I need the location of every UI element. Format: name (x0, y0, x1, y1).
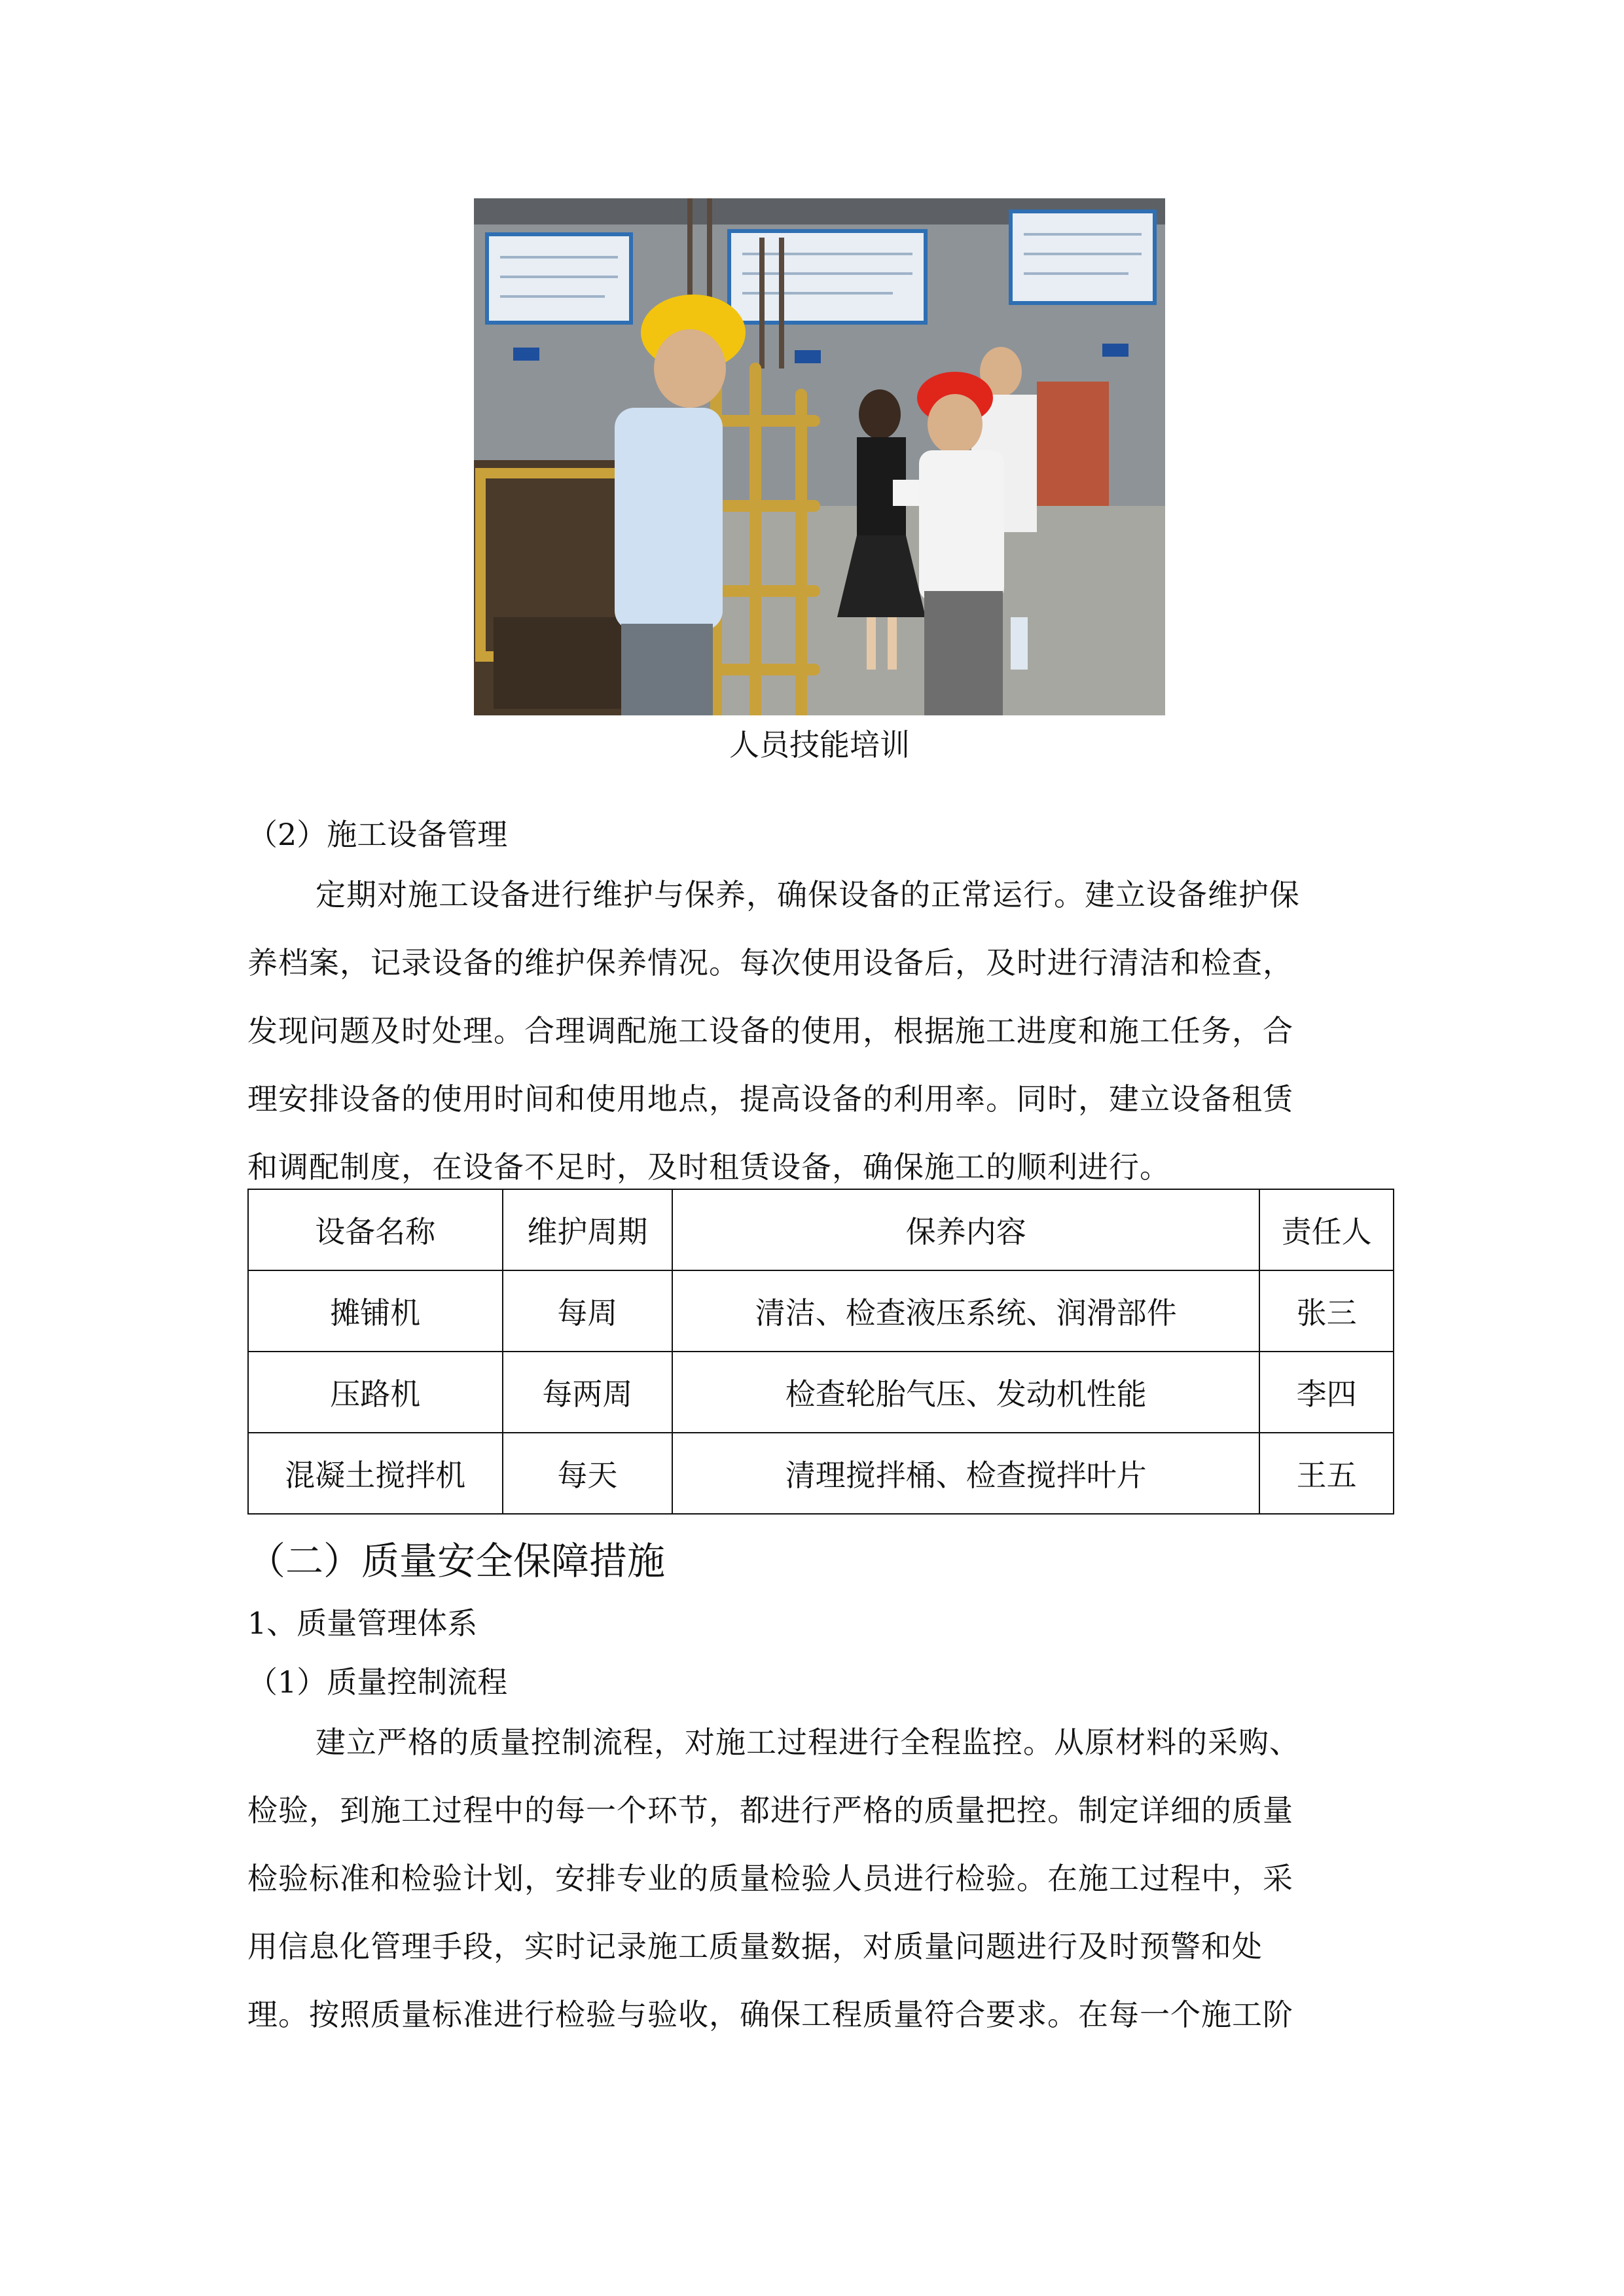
paragraph-line: 理安排设备的使用时间和使用地点，提高设备的利用率。同时，建立设备租赁 (247, 1081, 1293, 1117)
table-header-cell: 保养内容 (672, 1189, 1259, 1270)
table-header-cell: 责任人 (1259, 1189, 1394, 1270)
paragraph-line: 养档案，记录设备的维护保养情况。每次使用设备后，及时进行清洁和检查， (247, 945, 1293, 980)
quality-paragraph (247, 1708, 1393, 2049)
training-photo (474, 198, 1165, 715)
table-cell: 摊铺机 (248, 1270, 503, 1352)
table-cell: 混凝土搅拌机 (248, 1433, 503, 1514)
table-row (248, 1270, 1394, 1352)
table-header-cell: 设备名称 (248, 1189, 503, 1270)
table-cell: 李四 (1259, 1352, 1394, 1433)
paragraph-line: 发现问题及时处理。合理调配施工设备的使用，根据施工进度和施工任务，合 (247, 1013, 1293, 1049)
section-title-quality-safety: （二）质量安全保障措施 (247, 1539, 666, 1583)
table-cell: 每两周 (503, 1352, 673, 1433)
table-cell: 压路机 (248, 1352, 503, 1433)
table-header-row (248, 1189, 1394, 1270)
section-heading-equipment: （2）施工设备管理 (247, 817, 508, 852)
table-cell: 清洁、检查液压系统、润滑部件 (672, 1270, 1259, 1352)
section-heading-quality-control: （1）质量控制流程 (247, 1664, 508, 1700)
table-row (248, 1352, 1394, 1433)
table-cell: 每周 (503, 1270, 673, 1352)
table-row (248, 1433, 1394, 1514)
paragraph-line: 建立严格的质量控制流程，对施工过程进行全程监控。从原材料的采购、 (316, 1725, 1300, 1760)
photo-caption: 人员技能培训 (729, 727, 910, 762)
paragraph-line: 定期对施工设备进行维护与保养，确保设备的正常运行。建立设备维护保 (316, 877, 1300, 912)
paragraph-line: 检验，到施工过程中的每一个环节，都进行严格的质量把控。制定详细的质量 (247, 1793, 1293, 1828)
equipment-paragraph (247, 861, 1393, 1201)
table-header-cell: 维护周期 (503, 1189, 673, 1270)
equipment-table (247, 1189, 1394, 1515)
paragraph-line: 检验标准和检验计划，安排专业的质量检验人员进行检验。在施工过程中，采 (247, 1861, 1293, 1896)
table-cell: 每天 (503, 1433, 673, 1514)
table-cell: 检查轮胎气压、发动机性能 (672, 1352, 1259, 1433)
paragraph-line: 用信息化管理手段，实时记录施工质量数据，对质量问题进行及时预警和处 (247, 1929, 1263, 1964)
table-cell: 清理搅拌桶、检查搅拌叶片 (672, 1433, 1259, 1514)
paragraph-line: 和调配制度，在设备不足时，及时租赁设备，确保施工的顺利进行。 (247, 1149, 1170, 1185)
table-cell: 王五 (1259, 1433, 1394, 1514)
paragraph-line: 理。按照质量标准进行检验与验收，确保工程质量符合要求。在每一个施工阶 (247, 1997, 1293, 2032)
subsection-quality-system: 1、质量管理体系 (247, 1605, 478, 1641)
table-cell: 张三 (1259, 1270, 1394, 1352)
training-scene-illustration (474, 198, 1165, 715)
